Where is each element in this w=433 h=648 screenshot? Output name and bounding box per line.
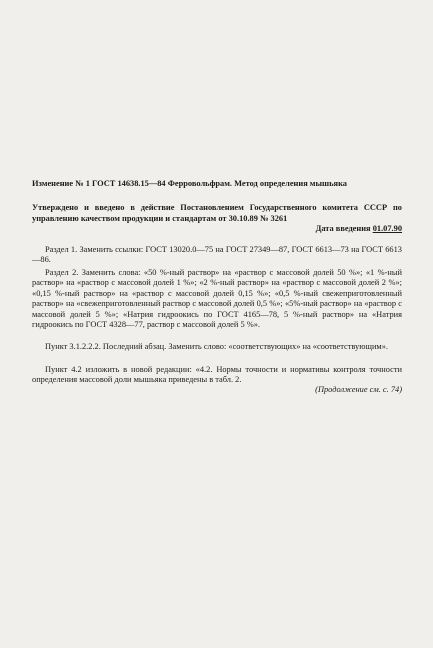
paragraph-item-4-2: Пункт 4.2 изложить в новой редакции: «4.2. Нормы точности и нормативы контроля точности определения массовой доли мышьяка приведены в табл. 2. [32,365,402,385]
continuation-note: (Продолжение см. с. 74) [315,385,402,394]
amendment-title: Изменение № 1 ГОСТ 14638.15—84 Ферровольфрам. Метод определения мышьяка [32,179,347,188]
effective-date [316,224,402,235]
paragraph-item-3-1-2-2-2: Пункт 3.1.2.2.2. Последний абзац. Заменить слово: «соответствующих» на «соответствующим». [45,342,389,351]
effective-date-label: Дата введения [315,224,371,233]
effective-date-value: 01.07.90 [372,224,402,233]
paragraph-section-2: Раздел 2. Заменить слова: «50 %-ный раствор» на «раствор с массовой долей 50 %»; «1 %-ный раствор» на «раствор с массовой долей 1 %»; «2 %-ный раствор» на «раствор с массовой долей 2 %»; «0,15 %-ный раствор» на «раствор с массовой долей 0,15 %»; «0,5 %-ный свежеприготовленный раствор» на «свежеприготовленный раствор с массовой долей 0,5 %»; «5%-ный раствор» на «раствор с массовой долей 5 %»; «Натрия гидроокись по ГОСТ 4165—78, 5 %-ный раствор» на «Натрия гидроокись по ГОСТ 4328—77, раствор с массовой долей 5 %». [32,268,402,330]
approval-statement: Утверждено и введено в действие Постановлением Государственного комитета СССР по управлению качеством продукции и стандартам от 30.10.89 № 3261 [32,203,402,223]
paragraph-section-1: Раздел 1. Заменить ссылки: ГОСТ 13020.0—75 на ГОСТ 27349—87, ГОСТ 6613—73 на ГОСТ 6613—86. [32,245,402,265]
